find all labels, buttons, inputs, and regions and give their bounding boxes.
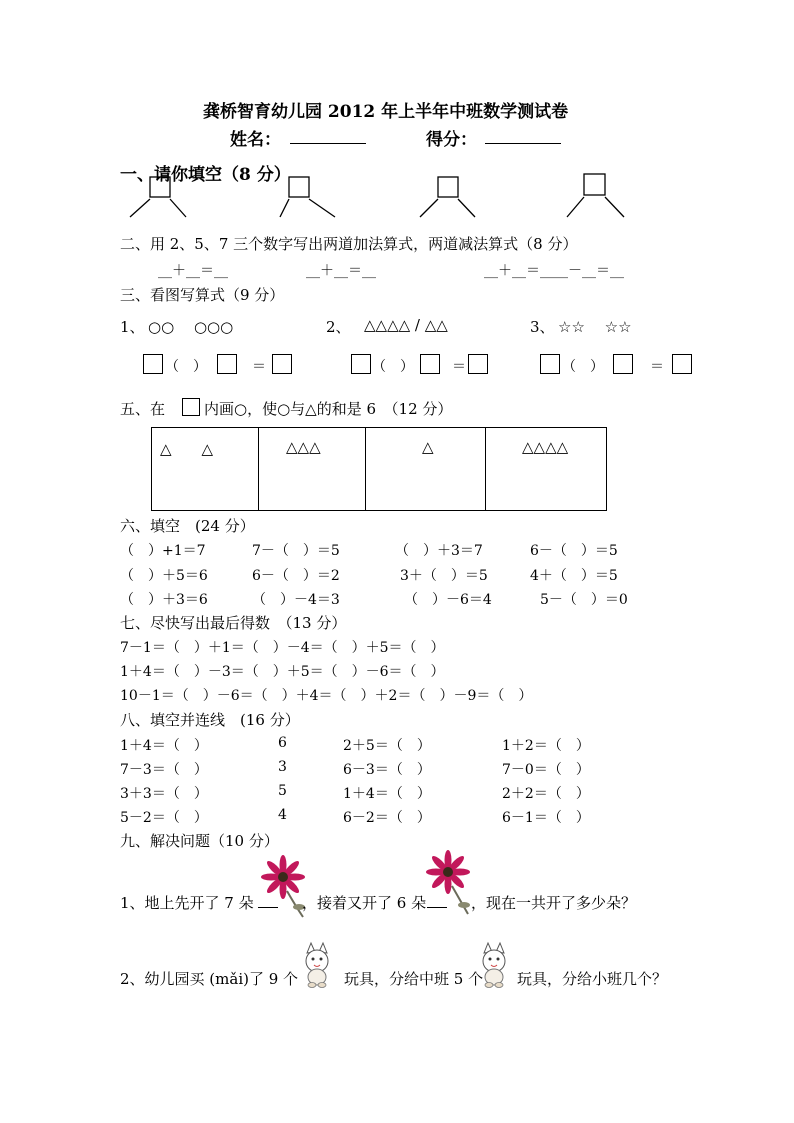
- cell-triangles: △△△△: [522, 438, 569, 456]
- section-8-heading: 八、填空并连线 (16 分）: [120, 711, 300, 729]
- fill-blank-equation[interactable]: 4＋（ ）＝5: [530, 568, 618, 584]
- score-label: 得分：: [426, 130, 477, 150]
- cell-triangles: △: [422, 438, 434, 456]
- chain-equation[interactable]: 1＋4＝（ ）－3＝（ ）＋5＝（ ）－6＝（ ）: [120, 664, 445, 680]
- match-equation[interactable]: 2＋5＝（ ）: [343, 738, 431, 754]
- question-1-start: 1、地上先开了 7 朵: [120, 894, 254, 912]
- item-1-number: 1、: [120, 318, 145, 336]
- match-answer[interactable]: 4: [278, 807, 287, 823]
- cell-triangles: △ △: [160, 440, 214, 458]
- item-2-pictures: △△△△ / △△: [364, 316, 448, 334]
- toy-cat-icon: [306, 943, 328, 988]
- fill-blank-equation[interactable]: 7－（ ）＝5: [252, 543, 340, 559]
- match-equation[interactable]: 7－0＝（ ）: [502, 762, 590, 778]
- fill-blank-equation[interactable]: 6－（ ）＝2: [252, 568, 340, 584]
- fill-blank-equation[interactable]: （ ）＋3＝7: [395, 543, 483, 559]
- item-3-number: 3、: [530, 318, 555, 336]
- match-equation[interactable]: 6－2＝（ ）: [343, 810, 431, 826]
- section-5-heading-start: 五、在: [120, 400, 166, 418]
- question-1-middle: ，接着又开了 6 朵: [302, 894, 427, 912]
- section-5-heading-end: 内画○，使○与△的和是 6 （12 分）: [204, 400, 453, 418]
- match-equation[interactable]: 6－1＝（ ）: [502, 810, 590, 826]
- item-1-pictures: ○○ ○○○: [148, 318, 234, 336]
- section-9-heading: 九、解决问题（10 分）: [120, 832, 279, 850]
- fill-blank-equation[interactable]: （ ）＋3＝6: [120, 592, 208, 608]
- question-2-end: 玩具，分给小班几个？: [517, 970, 668, 988]
- fill-blank-equation[interactable]: （ ）＋5＝6: [120, 568, 208, 584]
- fill-blank-equation[interactable]: （ ）－4＝3: [252, 592, 340, 608]
- section-7-heading: 七、尽快写出最后得数 （13 分）: [120, 614, 347, 632]
- section-2-heading: 二、用 2、5、7 三个数字写出两道加法算式，两道减法算式（8 分）: [120, 235, 578, 253]
- match-equation[interactable]: 7－3＝（ ）: [120, 762, 208, 778]
- match-equation[interactable]: 1＋2＝（ ）: [502, 738, 590, 754]
- chain-equation[interactable]: 7－1＝（ ）＋1＝（ ）－4＝（ ）＋5＝（ ）: [120, 640, 445, 656]
- match-answer[interactable]: 3: [278, 759, 287, 775]
- match-equation[interactable]: 1＋4＝（ ）: [120, 738, 208, 754]
- equals-sign: ＝: [452, 359, 466, 375]
- cell-triangles: △△△: [286, 438, 321, 456]
- addition-line-1[interactable]: __＋__＝__: [158, 263, 228, 279]
- subtraction-line[interactable]: __＋__＝____－__＝__: [484, 263, 624, 279]
- chain-equation[interactable]: 10－1＝（ ）－6＝（ ）＋4＝（ ）＋2＝（ ）－9＝（ ）: [120, 688, 533, 704]
- operator-paren[interactable]: （ ）: [165, 359, 207, 375]
- item-3-pictures: ☆☆ ☆☆: [558, 318, 632, 336]
- section-1-heading: 一、请你填空（8 分）: [120, 165, 291, 185]
- name-label: 姓名：: [230, 130, 281, 150]
- fill-blank-equation[interactable]: （ ）－6＝4: [404, 592, 492, 608]
- section-6-heading: 六、填空 (24 分）: [120, 517, 255, 535]
- match-equation[interactable]: 3＋3＝（ ）: [120, 786, 208, 802]
- match-answer[interactable]: 6: [278, 735, 287, 751]
- match-equation[interactable]: 5－2＝（ ）: [120, 810, 208, 826]
- question-2-middle: 玩具，分给中班 5 个: [344, 970, 484, 988]
- toy-cat-icon: [483, 943, 505, 988]
- match-equation[interactable]: 1＋4＝（ ）: [343, 786, 431, 802]
- question-1-end: ，现在一共开了多少朵？: [471, 894, 637, 912]
- operator-paren[interactable]: （ ）: [562, 359, 604, 375]
- equals-sign: ＝: [650, 359, 664, 375]
- section-3-heading: 三、看图写算式（9 分）: [120, 286, 285, 304]
- question-2-start: 2、幼儿园买 (mǎi)了 9 个: [120, 970, 299, 988]
- equals-sign: ＝: [252, 359, 266, 375]
- match-answer[interactable]: 5: [278, 783, 287, 799]
- item-2-number: 2、: [326, 318, 351, 336]
- fill-blank-equation[interactable]: （ ）+1＝7: [120, 543, 206, 559]
- fill-blank-equation[interactable]: 6－（ ）＝5: [530, 543, 618, 559]
- match-equation[interactable]: 6－3＝（ ）: [343, 762, 431, 778]
- match-equation[interactable]: 2＋2＝（ ）: [502, 786, 590, 802]
- page-title: 龚桥智育幼儿园 2012 年上半年中班数学测试卷: [203, 102, 569, 122]
- fill-blank-equation[interactable]: 5－（ ）＝0: [540, 592, 628, 608]
- addition-line-2[interactable]: __＋__＝__: [306, 263, 376, 279]
- operator-paren[interactable]: （ ）: [372, 359, 414, 375]
- fill-blank-equation[interactable]: 3＋（ ）＝5: [400, 568, 488, 584]
